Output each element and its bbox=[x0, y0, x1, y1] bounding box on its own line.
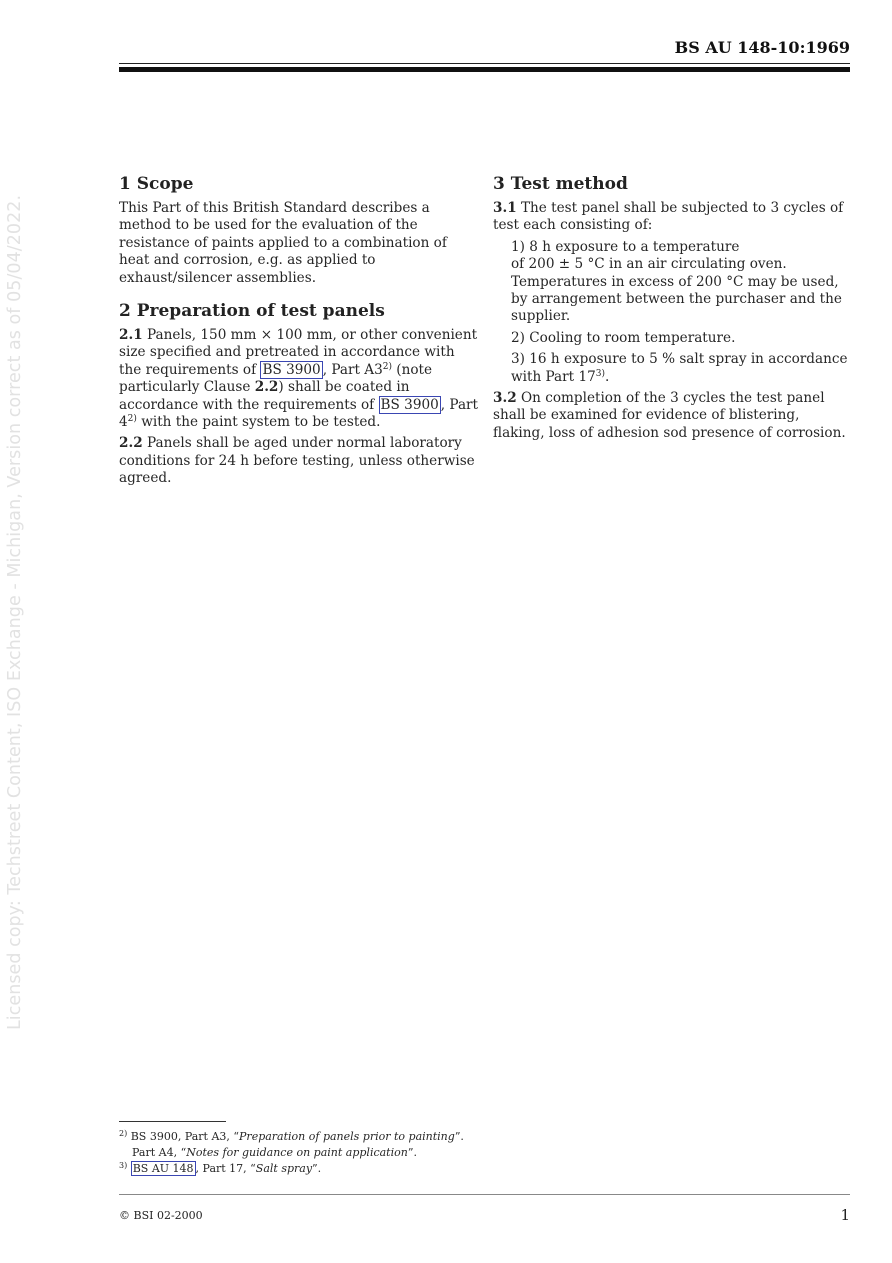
clause-text: ) shall be coated in accordance with the requirements of bbox=[119, 379, 410, 413]
footnote-3 bbox=[119, 1161, 619, 1177]
section-heading-scope: 1 Scope bbox=[119, 174, 194, 194]
header-rule-thin bbox=[119, 63, 850, 64]
footnote-text: ”. bbox=[454, 1130, 464, 1143]
list-item-2 bbox=[511, 330, 853, 347]
footnote-text: ”. bbox=[407, 1146, 417, 1159]
footnote-rule bbox=[119, 1121, 226, 1122]
footnote-ref: 2) bbox=[382, 361, 392, 372]
license-watermark: Licensed copy: Techstreet Content, ISO Exchange - Michigan, Version correct as of 05/04/2022. bbox=[5, 194, 25, 1030]
list-item-text: 3) 16 h exposure to 5 % salt spray in accordance with Part 17 bbox=[511, 351, 848, 385]
footnote-text: BS 3900, Part A3, “ bbox=[127, 1130, 240, 1143]
footnote-text: , Part 17, “ bbox=[195, 1162, 256, 1175]
clause-text: Panels shall be aged under normal laboratory conditions for 24 h before testing, unless otherwise agreed. bbox=[119, 435, 475, 487]
bs-3900-link[interactable]: BS 3900 bbox=[380, 396, 439, 413]
footnote-title: Salt spray bbox=[255, 1162, 313, 1175]
footnote-ref: 3) bbox=[595, 368, 605, 379]
clause-2-1 bbox=[119, 327, 481, 431]
list-item-3 bbox=[511, 351, 853, 386]
right-column bbox=[493, 172, 853, 442]
list-item-text: 1) 8 h exposure to a temperature bbox=[511, 238, 740, 255]
clause-ref: 2.2 bbox=[254, 379, 279, 396]
document-title: BS AU 148-10:1969 bbox=[674, 38, 850, 57]
footnote-text: Part A4, “ bbox=[132, 1146, 187, 1159]
footnotes bbox=[119, 1129, 619, 1177]
footer-rule bbox=[119, 1194, 850, 1195]
clause-text: , Part 4 bbox=[119, 396, 479, 431]
footnote-title: Preparation of panels prior to painting bbox=[239, 1130, 455, 1143]
bs-3900-link[interactable]: BS 3900 bbox=[262, 361, 321, 378]
footnote-mark: 2) bbox=[119, 1129, 128, 1138]
list-item-text: of 200 ± 5 °C in an air circulating oven. Temperatures in excess of 200 °C may be used, by arrangement between the purchaser and the supplier. bbox=[511, 256, 842, 325]
footnote-2 bbox=[119, 1129, 619, 1145]
list-item-text: 2) Cooling to room temperature. bbox=[511, 329, 736, 346]
clause-2-2 bbox=[119, 435, 481, 487]
section-heading-test-method: 3 Test method bbox=[493, 174, 628, 194]
scope-paragraph: This Part of this British Standard describes a method to be used for the evaluation of the resistance of paints applied to a combination of heat and corrosion, e.g. as applied to exhaust/silencer assemblies. bbox=[119, 200, 447, 286]
footnote-title: Notes for guidance on paint application bbox=[186, 1146, 408, 1159]
clause-text: On completion of the 3 cycles the test panel shall be examined for evidence of blistering, flaking, loss of adhesion sod presence of corrosion. bbox=[493, 390, 846, 441]
clause-number: 2.1 bbox=[119, 327, 143, 344]
clause-3-1 bbox=[493, 200, 853, 235]
clause-text: (note particularly Clause bbox=[119, 361, 433, 396]
clause-text: The test panel shall be subjected to 3 cycles of test each consisting of: bbox=[493, 200, 844, 234]
clause-text: Panels, 150 mm × 100 mm, or other convenient size specified and pretreated in accordance with the requirements of bbox=[119, 327, 478, 378]
list-item-text: . bbox=[605, 368, 610, 385]
clause-number: 2.2 bbox=[119, 435, 143, 452]
clause-text: , Part A3 bbox=[322, 361, 383, 378]
footnote-mark: 3) bbox=[119, 1161, 128, 1170]
footnote-ref: 2) bbox=[127, 414, 137, 425]
copyright: © BSI 02-2000 bbox=[119, 1209, 203, 1222]
footnote-text: ”. bbox=[312, 1162, 322, 1175]
left-column bbox=[119, 172, 481, 488]
clause-number: 3.1 bbox=[493, 200, 517, 216]
clause-3-2 bbox=[493, 390, 853, 442]
footnote-2-continuation bbox=[119, 1145, 619, 1161]
bs-au-148-link[interactable]: BS AU 148 bbox=[132, 1162, 194, 1175]
clause-number: 3.2 bbox=[493, 390, 517, 407]
list-item-1 bbox=[511, 239, 853, 326]
header-rule-thick bbox=[119, 67, 850, 72]
clause-text: with the paint system to be tested. bbox=[136, 414, 381, 431]
page-number: 1 bbox=[840, 1206, 850, 1224]
section-heading-preparation: 2 Preparation of test panels bbox=[119, 301, 385, 322]
